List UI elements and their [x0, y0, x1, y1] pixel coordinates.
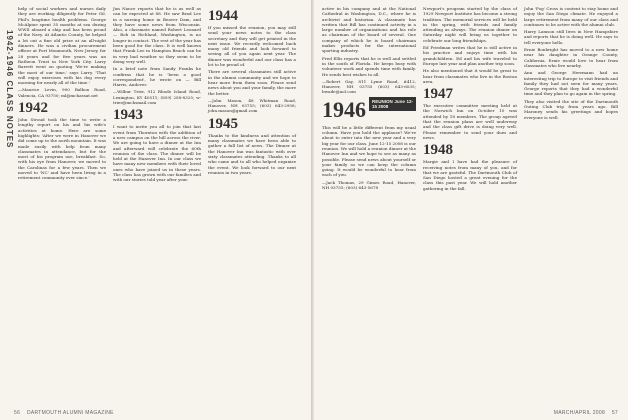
note-paragraph: active in his company and at the National Cathedral in Washington, D.C., where he is archivist and historian. A classmate has written that Bill has continued activity in a large number of organizations and his role as chairman of the board of several. One company of which he is board chairman makes products for the international sporting industry.	[322, 6, 416, 54]
note-signature: —Robert Gay, 811 Lyme Road, #412, Hanover, NH 03755 (603) 643-6035; bwade@aol.com	[322, 78, 416, 95]
class-year-heading: 1944	[208, 8, 238, 24]
note-paragraph: In a brief note from Sandy Franks he confirms that he is 'been a good correspondent', he wrote on — Bill Harris, Andover.	[113, 66, 201, 88]
note-paragraph: Fred Ellis reports that he is well and settled in the south of Florida. He keeps busy with volunteer work and spends time with family. He sends best wishes to all.	[322, 55, 416, 77]
right-page	[314, 0, 628, 420]
right-columns	[322, 6, 620, 193]
left-column-3	[208, 6, 296, 185]
note-paragraph: He also mentioned that it would be great to hear from classmates who live in the Boston area.	[423, 68, 517, 84]
left-columns	[18, 6, 304, 185]
note-paragraph: Jim Nance reports that he is as well as can be expected at 88. He saw Brad Lee in a nursing home in Beaver Dam, and they have some news from Wisconsin. Also, a classmate named Robert Leonard — Bob in Richland, Washington, is no longer in contact. The rest of the year has been good for the class. It is well known that Frank Lee in Hampton Beach can be in very bad weather so they seem to be doing very well.	[113, 6, 201, 64]
note-paragraph: Ann and George Herrmann had an interesting trip to Europe to visit friends and family they had not seen for many years. George reports that they had a wonderful time and they plan to go again in the spring.	[524, 70, 618, 97]
left-column-1	[18, 6, 106, 185]
left-column-2	[113, 6, 201, 185]
class-year-heading: 1942	[18, 100, 48, 117]
class-notes-side-label	[2, 30, 14, 290]
right-column-3	[524, 6, 618, 193]
right-column-1	[322, 6, 416, 193]
note-paragraph: Margie and I have had the pleasure of receiving notes from many of you, and for that we are grateful. The Dartmouth Club of San Diego hosted a great evening for the class this past year. We will hold another gathering in the fall.	[423, 159, 517, 191]
reunion-badge: REUNION June 12-15 2008	[369, 97, 416, 111]
magazine-title: DARTMOUTH ALUMNI MAGAZINE	[26, 410, 114, 416]
right-page-footer	[554, 410, 618, 416]
note-paragraph: If you missed the reunion, you may still send your news notes to the class secretary and they will get printed in the next issue. We recently welcomed back many old friends and look forward to seeing all of you again next year. The dinner was wonderful and our class has a lot to be proud of.	[208, 25, 296, 68]
note-paragraph: Ernie Bonbright has moved to a new home near his daughter in Orange County, California. Ernie would love to hear from classmates who live nearby.	[524, 47, 618, 68]
note-paragraph: Harry Lamson still lives in New Hampshire and reports that he is doing well. He says to tell everyone hello.	[524, 29, 618, 45]
class-year-heading: 1948	[423, 142, 453, 159]
right-column-2	[423, 6, 517, 193]
note-paragraph: John Stroud took the time to write a lengthy report on his and his wife's activities at home. Here are some highlights: 'After we were in Hanover we did come up to the north mountain. It was made easily with help from many classmates in attendance, but for the most of his program use, breakfast. So, with his eye from Hanover, we moved to the Carolinas for a few years. Then we moved to 'NC' and have been living in a retirement community ever since.'	[18, 117, 106, 181]
note-paragraph: Ed Friedman writes that he is still active in his practice and enjoys time with his grandchildren. Ed and his wife traveled to Europe last year and plan another trip soon.	[423, 45, 517, 66]
note-paragraph: Newport's program started by the class of 1929 Newport Institute has become a strong tradition. The memorial services will be held in the spring, with friends and family attending as always. The reunion dinner on Saturday night will bring us together to celebrate our long friendships.	[423, 6, 517, 43]
note-signature: —John Mason, 48 Whitman Road, Hanover, NH 03755; (603) 643-2958; john.mason@gmail.com	[208, 97, 296, 114]
reunion-heading	[322, 97, 416, 122]
issue-date: MARCH/APRIL 2008	[553, 410, 606, 416]
note-paragraph: The executive committee meeting held at the Norwich Inn on October 10 was attended by 18 members. The group agreed that the reunion plans are well underway and the class gift drive is doing very well. Please remember to send your dues and news.	[423, 103, 517, 140]
page-number: 57	[611, 410, 618, 416]
note-paragraph: They also visited the site of the Dartmouth Outing Club trip from years ago. Bill Maroney sends his greetings and hopes everyone is well.	[524, 98, 618, 120]
class-year-heading: 1946	[322, 96, 366, 122]
note-signature: —Wilbur Trier, 912 Rhode Island Road, Lexington, KY 40511; (859) 258-8325; w-trier@mchsmail.com	[113, 89, 201, 106]
left-page	[0, 0, 312, 420]
note-paragraph: Thanks to the kindness and attention of many classmates we have been able to gather a full list of news. The Dinner at the Hanover Inn was fantastic with over sixty classmates attending. Thanks to all who came and to all who helped organize the event. We look forward to our next reunion in two years.	[208, 132, 296, 175]
class-year-heading: 1943	[113, 107, 143, 124]
side-label-text: 1942-1946 CLASS NOTES	[5, 30, 14, 149]
page-number: 56	[14, 410, 21, 416]
note-signature: —Jack Thomas, 29 Gimes Road, Hanover, NH 03755; (603) 643-5678	[322, 179, 416, 191]
note-paragraph: I want to invite you all to join that last event from Thornton with the addition of a new campus on the hill across the river. We are going to have a dinner at the Inn and afterward will celebrate the 60th reunion of the class. The dinner will be held at the Hanover Inn. In our class we have many new members with their loved ones who have joined us in these years. The class has grown with our families and with our stories told year after year.	[113, 124, 201, 183]
class-year-heading: 1947	[423, 86, 453, 103]
note-signature: —Maurice Levin, 900 Balboa Road, Valencia, CA 93750; ml@mchassat.net	[18, 87, 106, 98]
left-page-footer	[14, 410, 114, 416]
class-year-heading: 1945	[208, 115, 238, 132]
note-paragraph: This will be a little different from my usual column. Have you hold the applause? We're about to enter into the new year and a very big year for our class. June 12-15 2008 is our reunion. We will hold a reunion dinner at the Hanover Inn and we hope to see as many as possible. Please send news about yourself or your family so we can keep the column going. It would be wonderful to hear from each of you.	[322, 124, 416, 178]
note-paragraph: help of social workers and nurses daily they are working diligently for Peter Gil. Phil's longtime health problems. George McAlpine spent 35 months at sea during WWII aboard a ship and has been proud of the Navy. At Atlantic County, he helped a lot out a fine old prize at an all-night dinners. He was a civilian procurement officer at Fort Monmouth, New Jersey, for 28 years and for five years was an Ratheon Trust in New York City. Larry Barrett went on quoting 'We're making the most of our time,' says Larry. 'That will enjoy exercises with his dog every morning for nearly all of the time.'	[18, 6, 106, 86]
note-paragraph: John 'Fog' Cross is content to stay home and enjoy the San Diego climate. He enjoyed a large retirement from many of our class and continues to be active with the alumni club.	[524, 6, 618, 27]
note-paragraph: There are several classmates still active in the alumni community and we hope to hear more from them soon. Please send news about you and your family, the more the better.	[208, 69, 296, 96]
